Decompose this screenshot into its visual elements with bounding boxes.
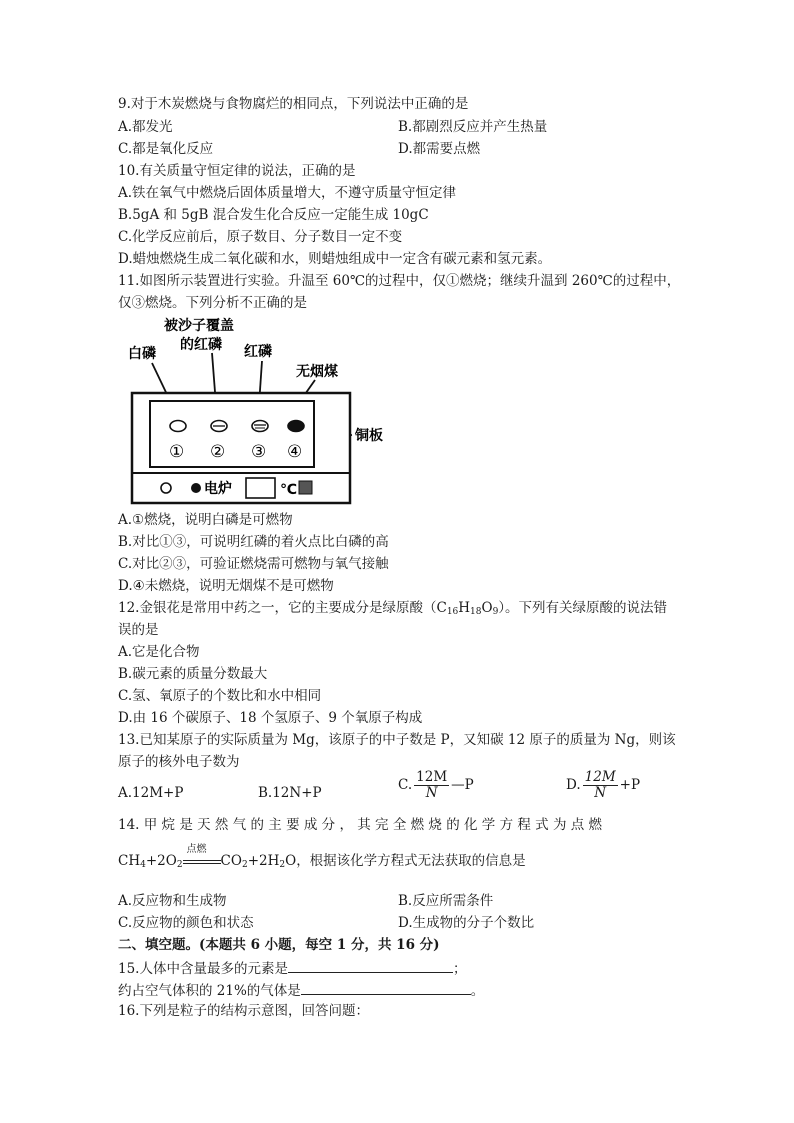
q12-stem-line1: 12.金银花是常用中药之一，它的主要成分是绿原酸$(C_{16}H_{18}O_9)$。下列有关绿原酸的说法错 — [118, 600, 668, 617]
q13-option-c: C. $\frac{12M}{N}$ —P — [398, 769, 474, 801]
q15-blank-1[interactable] — [288, 958, 453, 973]
label-anthracite: 无烟煤 — [296, 364, 338, 380]
q11-stem-line2: 仅③燃烧。下列分析不正确的是 — [118, 295, 307, 311]
q12-option-b: B.碳元素的质量分数最大 — [118, 666, 268, 682]
q13-option-d: D. $\frac{12M}{N}$ +P — [566, 769, 641, 801]
label-sand-covered-line2: 的红磷 — [180, 337, 222, 353]
q9-option-d: D.都需要点燃 — [398, 141, 481, 157]
q14-stem-line1: 14. 甲 烷 是 天 然 气 的 主 要 成 分 ， 其 完 全 燃 烧 的 化 学 方 程 式 为 点 燃 — [118, 817, 603, 833]
q10-option-c: C.化学反应前后，原子数目、分子数目一定不变 — [118, 229, 403, 245]
label-num-2: ② — [210, 442, 226, 462]
q10-option-b: B.5gA 和 5gB 混合发生化合反应一定能生成 10gC — [118, 207, 429, 223]
temperature-display — [246, 478, 275, 498]
q12-option-c: C.氢、氧原子的个数比和水中相同 — [118, 688, 322, 704]
q11-stem-line1: 11.如图所示装置进行实验。升温至 60℃的过程中，仅①燃烧；继续升温到 260℃的过程中， — [118, 273, 681, 289]
label-celsius: ℃ — [280, 482, 297, 498]
sample-red-phosphorus — [252, 421, 268, 432]
q9-option-b: B.都剧烈反应并产生热量 — [398, 119, 548, 135]
section2-heading: 二、填空题。(本题共 6 小题，每空 1 分，共 16 分) — [118, 937, 440, 953]
q14-equation-line: $CH_4+2O_2$ 点燃 $CO_2+2H_2O$，根据该化学方程式无法获取的信息是 — [118, 843, 526, 870]
q13-option-b: B.12N+P — [258, 785, 322, 801]
q12-option-d: D.由 16 个碳原子、18 个氢原子、9 个氧原子构成 — [118, 710, 423, 726]
label-sand-covered-line1: 被沙子覆盖 — [164, 318, 234, 334]
label-num-1: ① — [169, 442, 185, 462]
q15-blank-2[interactable] — [301, 980, 471, 995]
stove-knob-on-icon — [191, 483, 201, 493]
q10-option-d: D.蜡烛燃烧生成二氧化碳和水，则蜡烛组成中一定含有碳元素和氢元素。 — [118, 251, 552, 267]
label-red-phosphorus: 红磷 — [244, 344, 272, 360]
q16-stem: 16.下列是粒子的结构示意图，回答问题： — [118, 1003, 369, 1019]
stove-knob-off-icon — [161, 483, 171, 493]
label-num-4: ④ — [287, 442, 303, 462]
q11-option-a: A.①燃烧，说明白磷是可燃物 — [118, 512, 293, 528]
sample-anthracite — [288, 421, 304, 432]
q13-stem-line1: 13.已知某原子的实际质量为 Mg，该原子的中子数是 P，又知碳 12 原子的质量为 Ng，则该 — [118, 732, 676, 748]
reaction-condition-arrow: 点燃 — [183, 853, 221, 871]
q11-option-b: B.对比①③，可说明红磷的着火点比白磷的高 — [118, 534, 389, 550]
q14-option-a: A.反应物和生成物 — [118, 893, 227, 909]
label-electric-stove: 电炉 — [204, 481, 232, 497]
q12-stem-line2: 误的是 — [118, 622, 159, 638]
q13-stem-line2: 原子的核外电子数为 — [118, 754, 240, 770]
q15-line1: 15.人体中含量最多的元素是 ； — [118, 958, 466, 978]
q10-option-a: A.铁在氧气中燃烧后固体质量增大，不遵守质量守恒定律 — [118, 185, 457, 201]
q14-option-c: C.反应物的颜色和状态 — [118, 915, 254, 931]
q10-stem: 10.有关质量守恒定律的说法，正确的是 — [118, 163, 356, 179]
label-copper-plate: 铜板 — [355, 428, 383, 444]
q11-option-c: C.对比②③，可验证燃烧需可燃物与氧气接触 — [118, 556, 389, 572]
q11-option-d: D.④未燃烧，说明无烟煤不是可燃物 — [118, 578, 334, 594]
q9-option-a: A.都发光 — [118, 119, 173, 135]
label-num-3: ③ — [251, 442, 267, 462]
q12-option-a: A.它是化合物 — [118, 644, 200, 660]
q14-option-b: B.反应所需条件 — [398, 893, 494, 909]
q9-option-c: C.都是氧化反应 — [118, 141, 214, 157]
q15-line2: 约占空气体积的 21%的气体是 。 — [118, 980, 484, 1000]
label-white-phosphorus: 白磷 — [128, 346, 156, 362]
q9-stem: 9.对于木炭燃烧与食物腐烂的相同点，下列说法中正确的是 — [118, 96, 469, 112]
stove-switch-icon — [299, 481, 312, 494]
q11-apparatus-figure — [118, 315, 408, 505]
q13-option-a: A.12M+P — [118, 785, 184, 801]
sample-white-phosphorus — [170, 421, 186, 432]
q14-option-d: D.生成物的分子个数比 — [398, 915, 535, 931]
